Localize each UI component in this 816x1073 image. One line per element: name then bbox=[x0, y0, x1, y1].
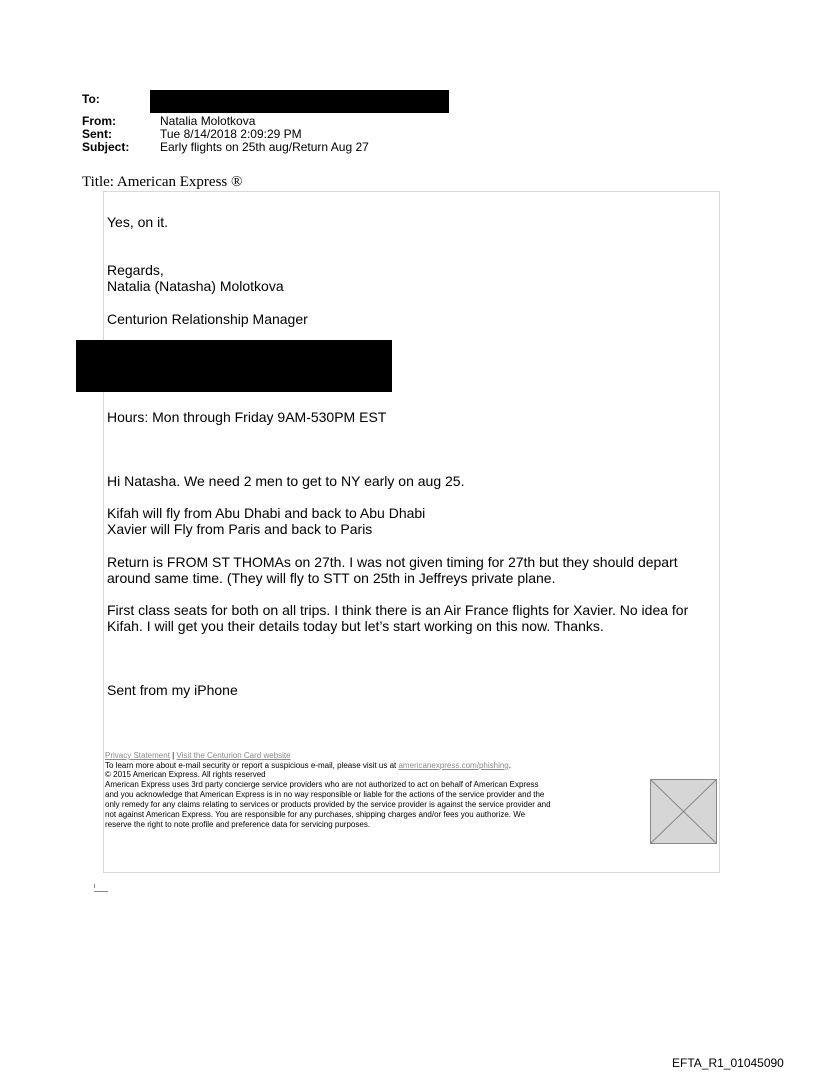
original-p3b: around same time. (They will fly to STT on 25th in Jeffreys private plane. bbox=[107, 570, 556, 586]
to-label: To: bbox=[82, 92, 100, 106]
trailing-mark-dot bbox=[94, 884, 95, 888]
footer-disclaimer-1: American Express uses 3rd party concierge service providers who are not authorized to act on behalf of American Express bbox=[105, 780, 539, 789]
bates-number: EFTA_R1_01045090 bbox=[672, 1056, 784, 1070]
reply-line: Yes, on it. bbox=[107, 214, 168, 230]
redaction-recipient bbox=[150, 90, 449, 113]
original-p2a: Kifah will fly from Abu Dhabi and back to Abu Dhabi bbox=[107, 505, 426, 521]
centurion-website-link[interactable]: Visit the Centurion Card website bbox=[176, 751, 291, 760]
redaction-contact bbox=[76, 340, 392, 392]
broken-image-icon bbox=[650, 779, 717, 844]
footer-disclaimer-4: not against American Express. You are responsible for any purchases, shipping charges and/or fees you authorize. We bbox=[105, 810, 526, 819]
footer-separator: | bbox=[169, 751, 177, 760]
subject-value: Early flights on 25th aug/Return Aug 27 bbox=[160, 140, 369, 154]
footer-copyright: © 2015 American Express. All rights reserved bbox=[105, 770, 266, 779]
original-p3a: Return is FROM ST THOMAs on 27th. I was not given timing for 27th but they should depart bbox=[107, 554, 678, 570]
original-p4a: First class seats for both on all trips. I think there is an Air France flights for Xavier. No idea for bbox=[107, 602, 689, 618]
footer-learn-end: . bbox=[508, 761, 511, 770]
original-p2b: Xavier will Fly from Paris and back to Paris bbox=[107, 521, 373, 537]
phishing-link[interactable]: americanexpress.com/phishing bbox=[398, 761, 509, 770]
reply-hours: Hours: Mon through Friday 9AM-530PM EST bbox=[107, 409, 387, 425]
signature: Sent from my iPhone bbox=[107, 682, 238, 698]
title-line: Title: American Express ® bbox=[82, 174, 243, 190]
from-value: Natalia Molotkova bbox=[160, 114, 256, 128]
reply-name: Natalia (Natasha) Molotkova bbox=[107, 278, 284, 294]
original-p4b: Kifah. I will get you their details today but let’s start working on this now. Thanks. bbox=[107, 618, 604, 634]
from-label: From: bbox=[82, 114, 116, 128]
footer-disclaimer-2: and you acknowledge that American Express is in no way responsible or liable for the actions of the service provider and the bbox=[105, 790, 545, 799]
original-p1: Hi Natasha. We need 2 men to get to NY early on aug 25. bbox=[107, 473, 465, 489]
footer-learn-text: To learn more about e-mail security or report a suspicious e-mail, please visit us at bbox=[105, 761, 399, 770]
sent-label: Sent: bbox=[82, 127, 112, 141]
reply-regards: Regards, bbox=[107, 262, 164, 278]
reply-role: Centurion Relationship Manager bbox=[107, 311, 308, 327]
subject-label: Subject: bbox=[82, 140, 130, 154]
footer-links bbox=[105, 751, 291, 760]
footer-disclaimer-5: reserve the right to note profile and preference data for servicing purposes. bbox=[105, 820, 371, 829]
privacy-link[interactable]: Privacy Statement bbox=[105, 751, 170, 760]
footer-disclaimer-3: only remedy for any claims relating to services or products provided by the service provider is against the service provider and bbox=[105, 800, 551, 809]
trailing-mark bbox=[94, 884, 108, 892]
sent-value: Tue 8/14/2018 2:09:29 PM bbox=[160, 127, 302, 141]
